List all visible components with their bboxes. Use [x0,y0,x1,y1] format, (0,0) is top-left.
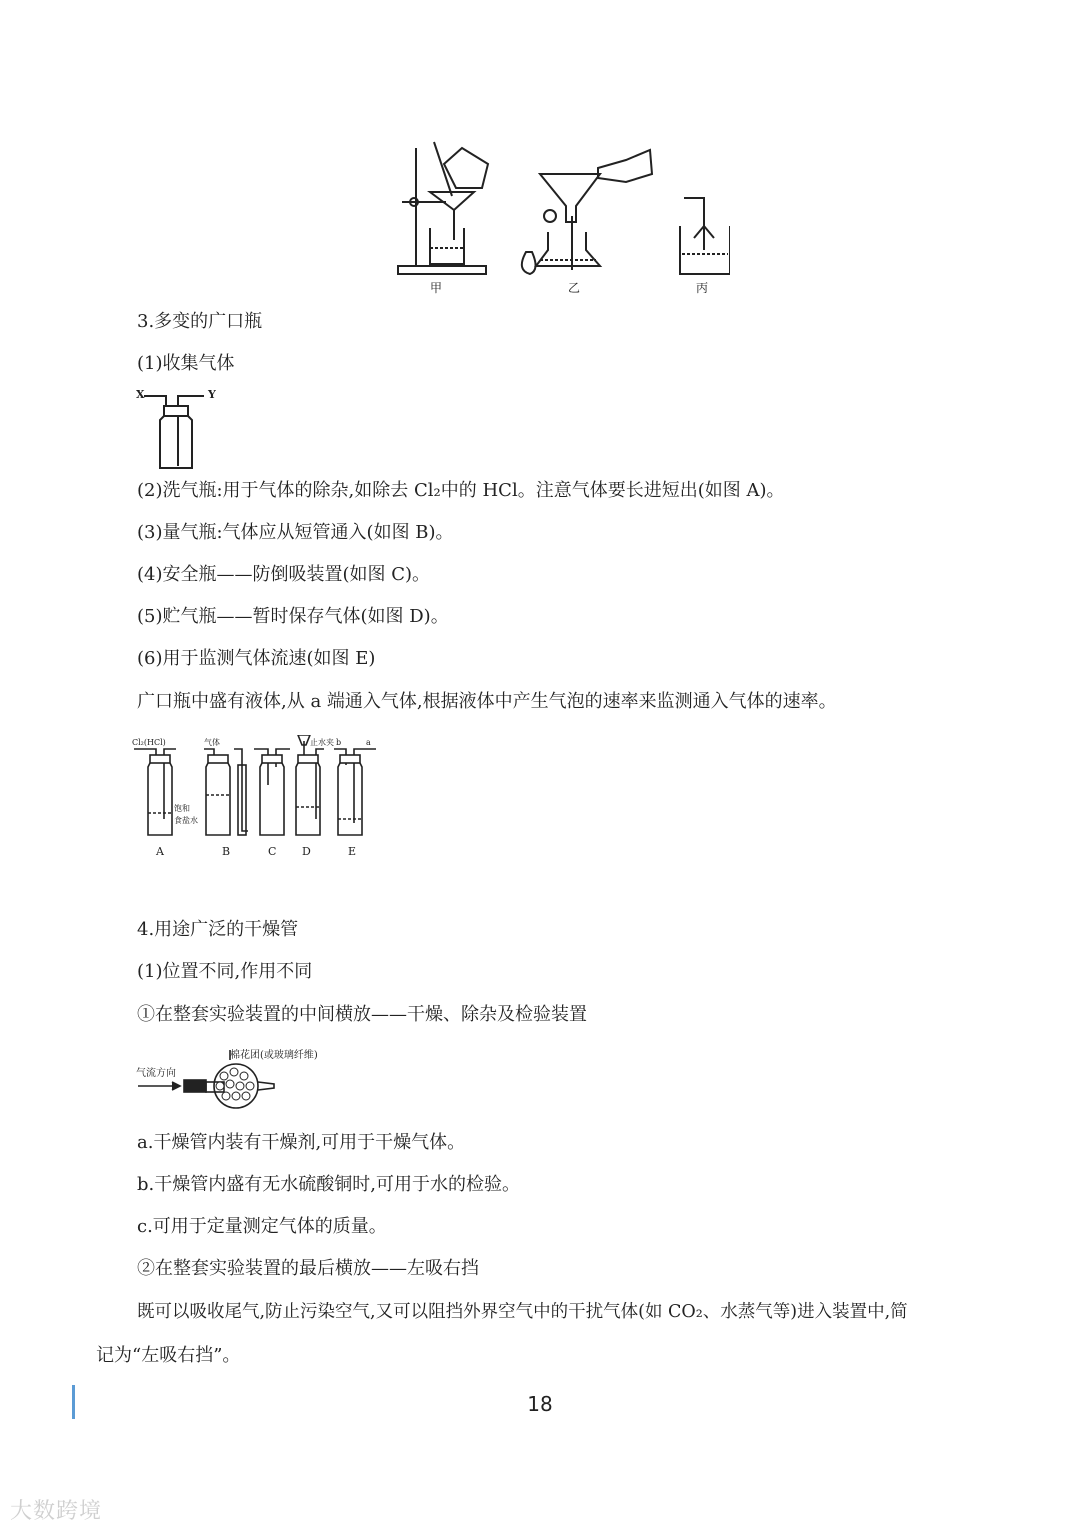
usage-item-3: (3)量气瓶:气体应从短管通入(如图 B)。 [137,522,454,543]
lab-apparatus-figure [390,130,730,300]
tail-paragraph-line2: 记为“左吸右挡”。 [96,1345,241,1366]
port-label-x: X [136,388,145,401]
liquid-label-a-2: 食盐水 [174,816,198,825]
tail-paragraph-line1: 既可以吸收尾气,防止污染空气,又可以阻挡外界空气中的干扰气体(如 CO₂、水蒸气等)进入装置中,简 [137,1302,908,1322]
drying-item-a: a.干燥管内装有干燥剂,可用于干燥气体。 [137,1132,466,1153]
usage-explanation: 广口瓶中盛有液体,从 a 端通入气体,根据液体中产生气泡的速率来监测通入气体的速率。 [137,691,837,712]
bottle-label-e: E [348,845,357,858]
wide-mouth-bottle-figure [134,384,224,476]
drying-item-b: b.干燥管内盛有无水硫酸铜时,可用于水的检验。 [137,1174,520,1195]
figure-label-bing: 丙 [696,281,709,295]
usage-item-5: (5)贮气瓶——暂时保存气体(如图 D)。 [137,606,449,627]
figure-label-jia: 甲 [430,281,443,295]
usage-item-2: (2)洗气瓶:用于气体的除杂,如除去 Cl₂中的 HCl。注意气体要长进短出(如图 A)。 [137,480,785,501]
bottles-a-e-figure [130,735,400,863]
section4-heading: 4.用途广泛的干燥管 [137,919,299,940]
usage-item-6: (6)用于监测气体流速(如图 E) [137,648,376,669]
clamp-label-d: 止水夹 [310,738,334,747]
usage-item-4: (4)安全瓶——防倒吸装置(如图 C)。 [137,564,431,585]
collect-gas-heading: (1)收集气体 [137,353,235,374]
bottle-label-c: C [268,845,277,858]
position-middle: ①在整套实验装置的中间横放——干燥、除杂及检验装置 [137,1004,587,1025]
drying-tube-figure [134,1044,374,1114]
cotton-label: 棉花团(或玻璃纤维) [230,1050,318,1061]
figure-label-yi: 乙 [568,281,581,295]
position-subheading: (1)位置不同,作用不同 [137,961,313,982]
drying-item-c: c.可用于定量测定气体的质量。 [137,1216,387,1237]
bottle-label-d: D [302,845,311,858]
bottle-label-a: A [156,845,164,858]
port-label-b: b [336,738,342,747]
page-number: 18 [527,1392,553,1416]
port-label-a: a [366,738,371,747]
watermark: 大数跨境 [10,1499,103,1524]
bottle-label-b: B [222,845,231,858]
section3-heading: 3.多变的广口瓶 [137,311,263,332]
airflow-label: 气流方向 [136,1068,176,1079]
port-label-y: Y [208,388,216,401]
position-end: ②在整套实验装置的最后横放——左吸右挡 [137,1258,479,1279]
gas-label-b: 气体 [204,738,220,747]
gas-label-a: Cl₂(HCl) [132,738,166,747]
liquid-label-a-1: 饱和 [174,804,190,813]
